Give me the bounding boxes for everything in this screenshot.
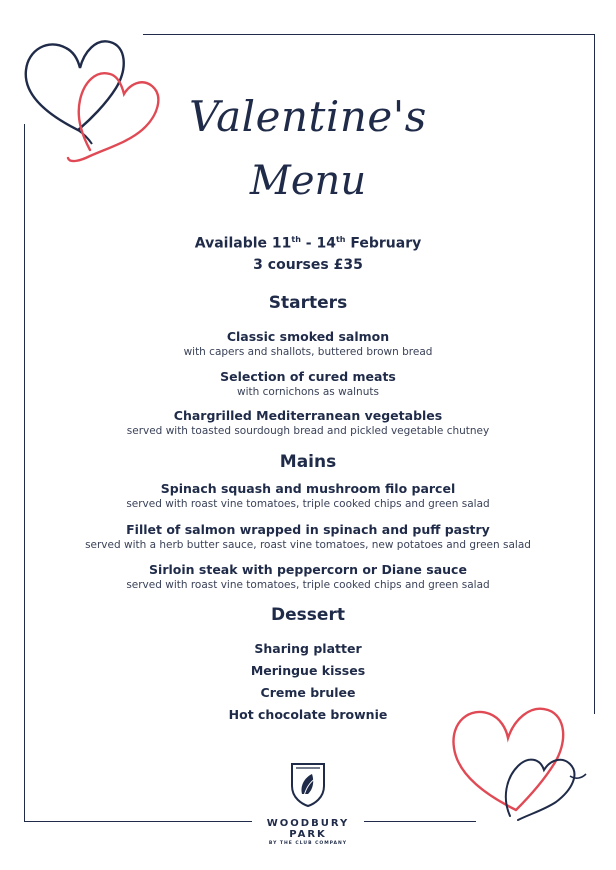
section-heading-starters: Starters — [268, 293, 348, 313]
dish-name: Fillet of salmon wrapped in spinach and puff pastry — [126, 522, 490, 537]
menu-title: Valentine's — [189, 92, 427, 141]
dish-name: Selection of cured meats — [220, 369, 396, 384]
availability-dates: Available 11th - 14th February — [194, 235, 422, 252]
crest-icon — [288, 760, 328, 808]
dish-name: Hot chocolate brownie — [228, 707, 388, 722]
dish-name: Creme brulee — [260, 685, 356, 700]
dish-name: Sharing platter — [254, 641, 362, 656]
section-heading-mains: Mains — [279, 452, 337, 472]
dish-description: served with toasted sourdough bread and pickled vegetable chutney — [126, 425, 490, 437]
dish-name: Classic smoked salmon — [226, 329, 390, 344]
dish-name: Meringue kisses — [250, 663, 366, 678]
dish-description: with cornichons as walnuts — [237, 386, 379, 398]
frame-bottom-line-left — [24, 821, 252, 822]
frame-top-line — [143, 34, 595, 35]
dish-description: served with roast vine tomatoes, triple cooked chips and green salad — [126, 498, 490, 510]
dish-name: Sirloin steak with peppercorn or Diane sauce — [149, 562, 467, 577]
menu-title-sub: Menu — [249, 158, 367, 204]
dish-name: Chargrilled Mediterranean vegetables — [173, 408, 443, 423]
dish-description: with capers and shallots, buttered brown bread — [183, 346, 433, 358]
dish-description: served with roast vine tomatoes, triple cooked chips and green salad — [126, 579, 490, 591]
logo-tagline: BY THE CLUB COMPANY — [268, 841, 348, 846]
dish-description: served with a herb butter sauce, roast vine tomatoes, new potatoes and green salad — [85, 539, 531, 551]
section-heading-dessert: Dessert — [271, 605, 345, 625]
logo-name: WOODBURY PARK — [266, 818, 350, 840]
dish-name: Spinach squash and mushroom filo parcel — [160, 481, 456, 496]
price-info: 3 courses £35 — [253, 257, 363, 273]
woodbury-park-logo — [252, 760, 364, 846]
